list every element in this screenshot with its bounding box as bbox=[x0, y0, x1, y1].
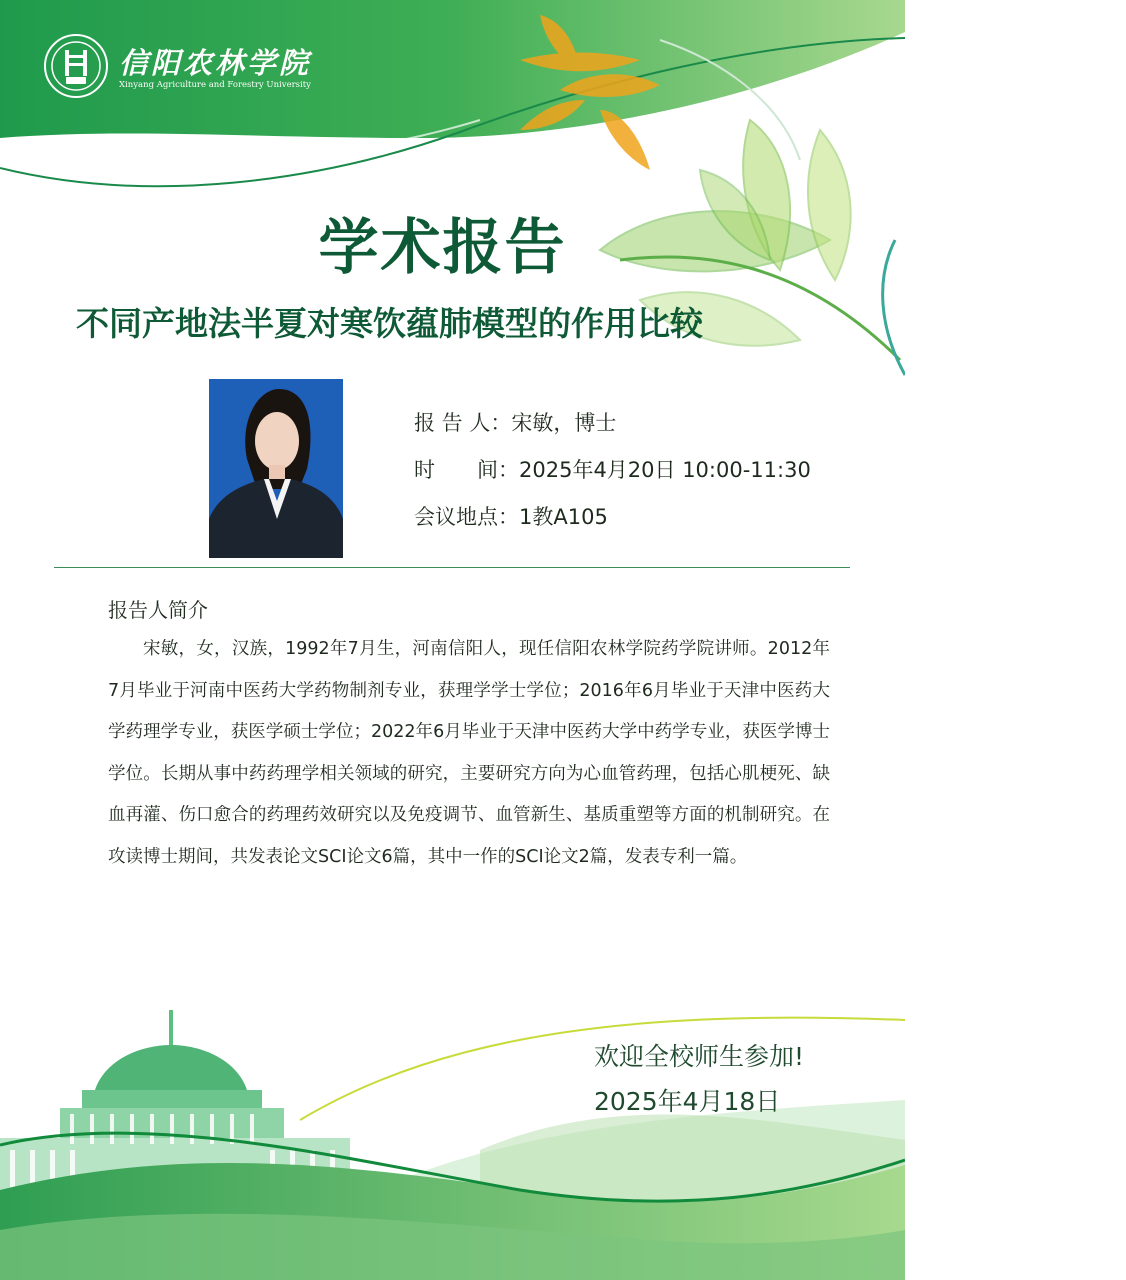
speaker-photo bbox=[209, 379, 343, 558]
report-subtitle: 不同产地法半夏对寒饮蕴肺模型的作用比较 bbox=[76, 304, 703, 343]
place-info: 会议地点：1教A105 bbox=[414, 505, 608, 529]
time-info: 时 间：2025年4月20日 10:00-11:30 bbox=[414, 458, 811, 482]
university-name-cn: 信阳农林学院 bbox=[119, 46, 312, 80]
bio-text: 宋敏，女，汉族，1992年7月生，河南信阳人，现任信阳农林学院药学院讲师。2012年7月毕业于河南中医药大学药物制剂专业，获理学学士学位；2016年6月毕业于天津中医药大学药理学专业，获医学硕士学位；2022年6月毕业于天津中医药大学中药学专业，获医学博士学位。长期从事中药药理学相关领域的研究，主要研究方向为心血管药理，包括心肌梗死、缺血再灌、伤口愈合的药理药效研究以及免疫调节、血管新生、基质重塑等方面的机制研究。在攻读博士期间，共发表论文SCI论文6篇，其中一作的SCI论文2篇，发表专利一篇。 bbox=[108, 639, 830, 867]
university-logo bbox=[43, 33, 313, 103]
footer-banner bbox=[0, 990, 905, 1280]
bio-heading: 报告人简介 bbox=[108, 598, 208, 622]
divider bbox=[54, 567, 850, 568]
report-title: 学术报告 bbox=[318, 213, 567, 283]
issue-date: 2025年4月18日 bbox=[594, 1087, 781, 1116]
speaker-info: 报 告 人：宋敏，博士 bbox=[414, 411, 617, 435]
university-name-en: Xinyang Agriculture and Forestry University bbox=[119, 80, 311, 90]
welcome-text: 欢迎全校师生参加! bbox=[594, 1042, 805, 1071]
university-seal-icon bbox=[43, 33, 109, 99]
